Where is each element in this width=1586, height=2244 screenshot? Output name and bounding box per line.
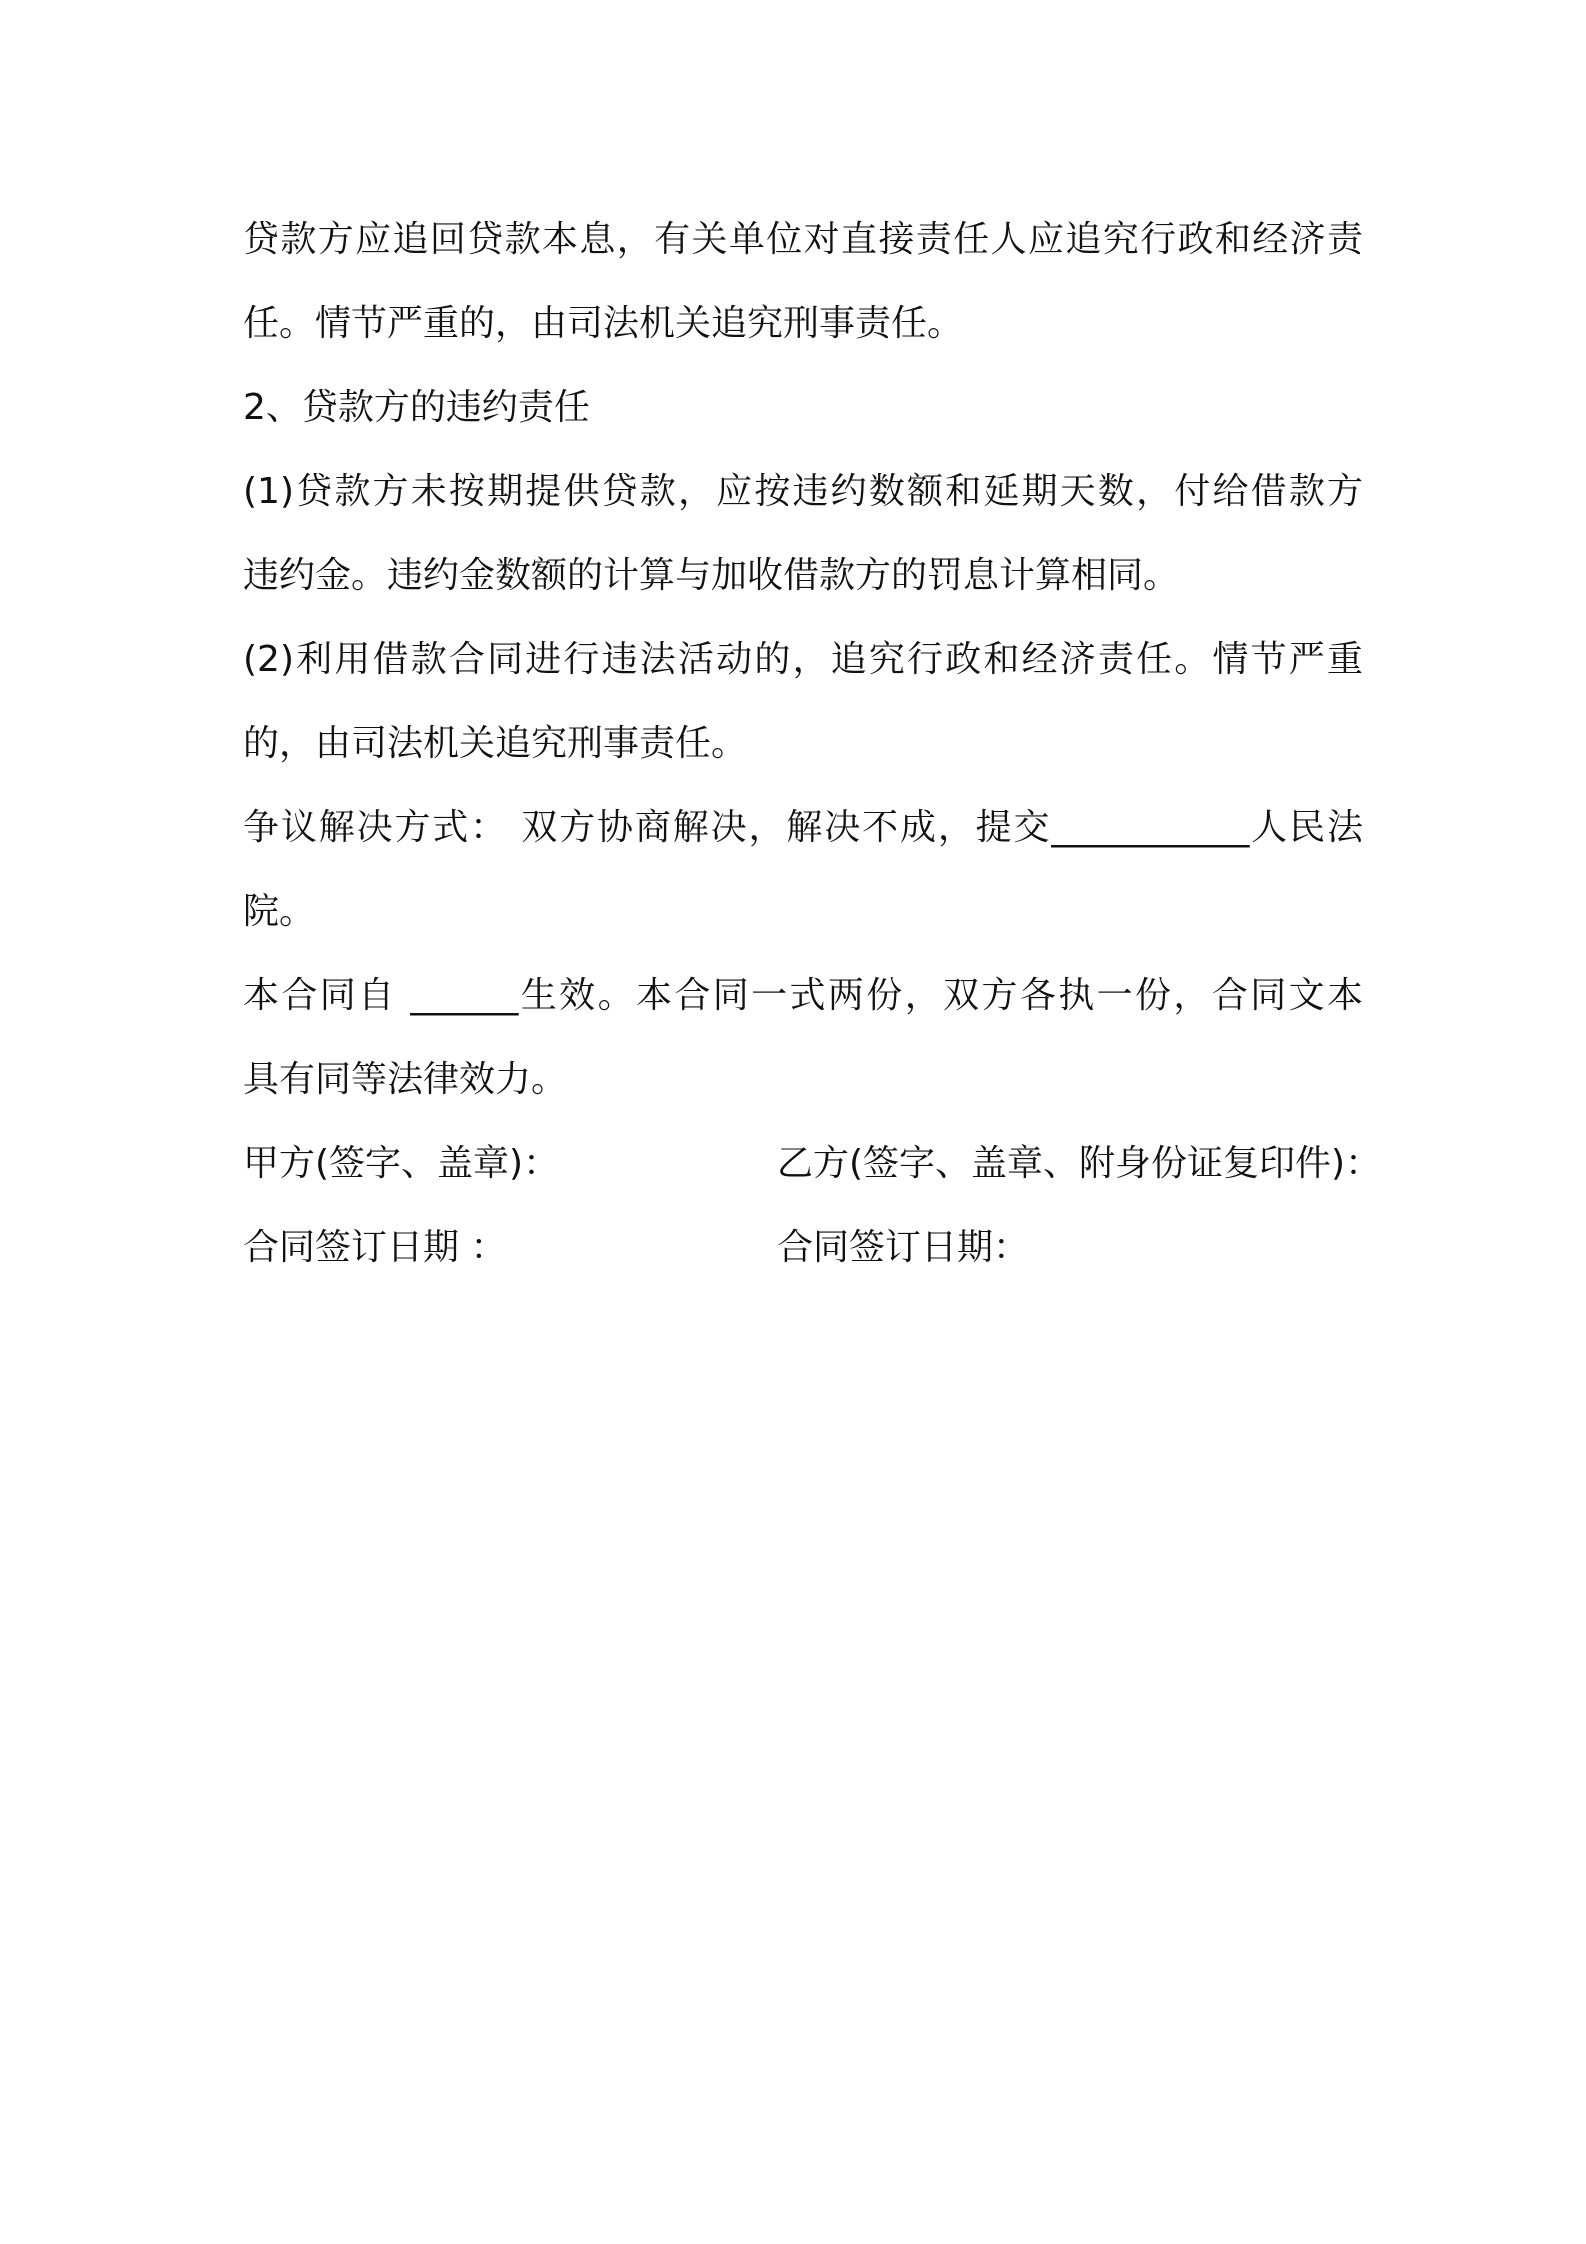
signature-row <box>243 1122 1382 1206</box>
dispute-resolution-line-2: 院。 <box>243 891 316 932</box>
dispute-resolution-line-1: 争议解决方式： 双方协商解决，解决不成，提交___________人民法 <box>243 807 1363 848</box>
party-a-date-label: 合同签订日期 ： <box>243 1227 507 1268</box>
clause-2-line-2: 的，由司法机关追究刑事责任。 <box>243 723 748 764</box>
liability-paragraph-line-1: 贷款方应追回贷款本息，有关单位对直接责任人应追究行政和经济责 <box>243 219 1363 260</box>
effective-clause-line-1: 本合同自 ______生效。本合同一式两份，双方各执一份，合同文本 <box>243 975 1363 1016</box>
effective-clause-line-2: 具有同等法律效力。 <box>243 1059 568 1100</box>
contract-body <box>243 198 1382 1290</box>
liability-paragraph-line-2: 任。情节严重的，由司法机关追究刑事责任。 <box>243 303 964 344</box>
lender-liability-heading: 2、贷款方的违约责任 <box>243 387 590 428</box>
party-b-signature-label: 乙方(签字、盖章、附身份证复印件)： <box>777 1143 1382 1184</box>
clause-1-line-1: (1)贷款方未按期提供贷款，应按违约数额和延期天数，付给借款方 <box>243 471 1363 512</box>
party-a-signature-label: 甲方(签字、盖章)： <box>243 1143 560 1184</box>
clause-1-line-2: 违约金。违约金数额的计算与加收借款方的罚息计算相同。 <box>243 555 1180 596</box>
party-b-date-label: 合同签订日期： <box>777 1227 1030 1268</box>
clause-2-line-1: (2)利用借款合同进行违法活动的，追究行政和经济责任。情节严重 <box>243 639 1363 680</box>
signing-date-row <box>243 1206 1363 1290</box>
